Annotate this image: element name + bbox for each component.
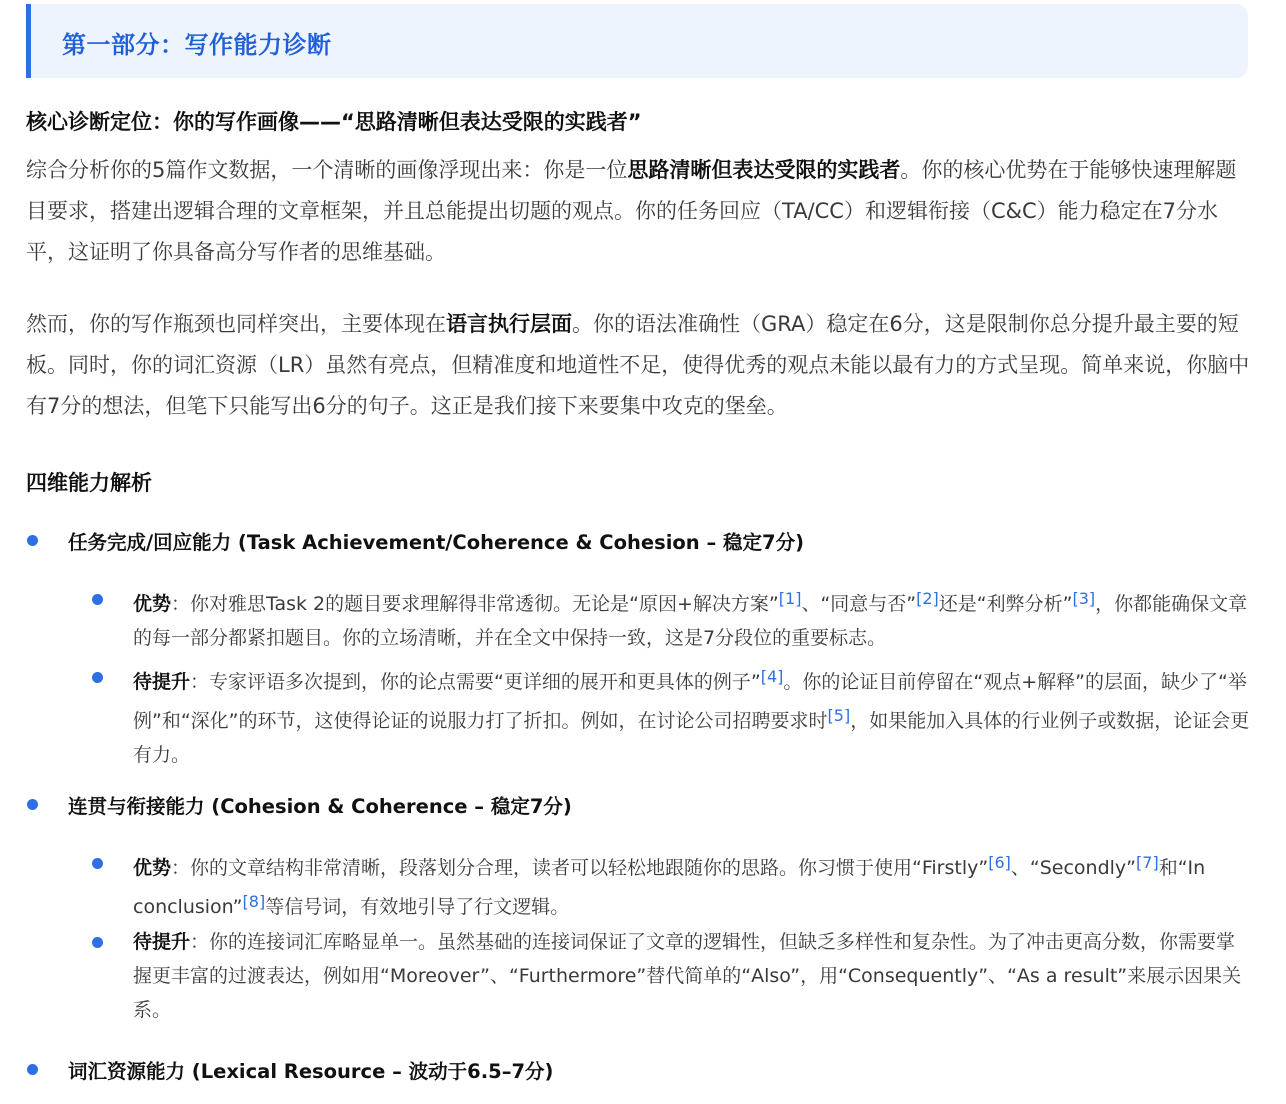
- core-p1-bold: 思路清晰但表达受限的实践者: [627, 158, 901, 182]
- ta-imp-label: 待提升: [133, 671, 191, 693]
- citation-2[interactable]: [2]: [916, 589, 939, 608]
- bullet-dot-icon: [92, 594, 103, 605]
- bullet-dot-icon: [92, 858, 103, 869]
- cc-adv-text-4: 等信号词，有效地引导了行文逻辑。: [265, 896, 570, 918]
- cc-adv-text-2: 、“Secondly”: [1010, 857, 1137, 879]
- ta-improve: [133, 660, 1251, 772]
- citation-7[interactable]: [7]: [1136, 853, 1159, 872]
- citation-4[interactable]: [4]: [760, 667, 784, 686]
- cc-title: 连贯与衔接能力 (Cohesion & Coherence – 稳定7分): [68, 795, 572, 818]
- cc-improve: [133, 925, 1251, 1027]
- ta-advantage: [133, 582, 1251, 655]
- cc-imp-text-1: ：你的连接词汇库略显单一。虽然基础的连接词保证了文章的逻辑性，但缺乏多样性和复杂性。为了冲击更高分数，你需要掌握更丰富的过渡表达，例如用“Moreover”、“Furthermore”替代简单的“Also”，用“Consequently”、“As a result”来展示因果关系。: [133, 931, 1242, 1021]
- lr-title: 词汇资源能力 (Lexical Resource – 波动于6.5–7分): [68, 1060, 554, 1083]
- bullet-dot-icon: [27, 1064, 38, 1075]
- citation-1[interactable]: [1]: [778, 589, 802, 608]
- core-paragraph-2: [26, 304, 1250, 427]
- ta-imp-text-2: 。你的论证目前停留在“观点+解释”的层面，缺少了“举例”和“深化”的环节，这使得论证的说服力打了折扣。例如，在讨论公司招聘要求时: [133, 671, 1247, 732]
- core-paragraph-1: [26, 150, 1250, 273]
- core-p1-text-a: 综合分析你的5篇作文数据，一个清晰的画像浮现出来：你是一位: [26, 158, 628, 182]
- citation-3[interactable]: [3]: [1072, 589, 1096, 608]
- citation-8[interactable]: [8]: [242, 892, 266, 911]
- bullet-dot-icon: [27, 535, 38, 546]
- ta-adv-text-2: 、“同意与否”: [801, 593, 917, 615]
- bullet-dot-icon: [27, 799, 38, 810]
- section-header: [26, 4, 1248, 78]
- ta-adv-text-4: ，你都能确保文章的每一部分都紧扣题目。你的立场清晰，并在全文中保持一致，这是7分段位的重要标志。: [133, 593, 1248, 649]
- cc-adv-text-3: 和“In conclusion”: [133, 857, 1206, 918]
- bullet-dot-icon: [92, 937, 103, 948]
- citation-6[interactable]: [6]: [988, 853, 1011, 872]
- cc-adv-label: 优势: [133, 857, 172, 879]
- citation-5[interactable]: [5]: [827, 706, 851, 725]
- cc-advantage: [133, 846, 1251, 924]
- core-p2-bold: 语言执行层面: [446, 312, 572, 336]
- ta-imp-text-3: ，如果能加入具体的行业例子或数据，论证会更有力。: [133, 710, 1250, 766]
- ta-adv-text-1: ：你对雅思Task 2的题目要求理解得非常透彻。无论是“原因+解决方案”: [171, 593, 779, 615]
- analysis-heading: 四维能力解析: [26, 471, 152, 495]
- bullet-dot-icon: [92, 672, 103, 683]
- core-heading: 核心诊断定位：你的写作画像——“思路清晰但表达受限的实践者”: [26, 110, 642, 134]
- core-p2-text-c: 。你的语法准确性（GRA）稳定在6分，这是限制你总分提升最主要的短板。同时，你的词汇资源（LR）虽然有亮点，但精准度和地道性不足，使得优秀的观点未能以最有力的方式呈现。简单来说，你脑中有7分的想法，但笔下只能写出6分的句子。这正是我们接下来要集中攻克的堡垒。: [26, 312, 1250, 418]
- core-p2-text-a: 然而，你的写作瓶颈也同样突出，主要体现在: [26, 312, 446, 336]
- ta-imp-text-1: ：专家评语多次提到，你的论点需要“更详细的展开和更具体的例子”: [190, 671, 761, 693]
- ta-adv-label: 优势: [133, 593, 172, 615]
- ta-adv-text-3: 还是“利弊分析”: [938, 593, 1073, 615]
- ta-title: 任务完成/回应能力 (Task Achievement/Coherence & Cohesion – 稳定7分): [68, 531, 804, 554]
- cc-adv-text-1: ：你的文章结构非常清晰，段落划分合理，读者可以轻松地跟随你的思路。你习惯于使用“Firstly”: [171, 857, 989, 879]
- section-title: 第一部分：写作能力诊断: [62, 31, 332, 59]
- cc-imp-label: 待提升: [133, 931, 191, 953]
- core-p1-text-c: 。你的核心优势在于能够快速理解题目要求，搭建出逻辑合理的文章框架，并且总能提出切题的观点。你的任务回应（TA/CC）和逻辑衔接（C&C）能力稳定在7分水平，这证明了你具备高分写作者的思维基础。: [26, 158, 1237, 264]
